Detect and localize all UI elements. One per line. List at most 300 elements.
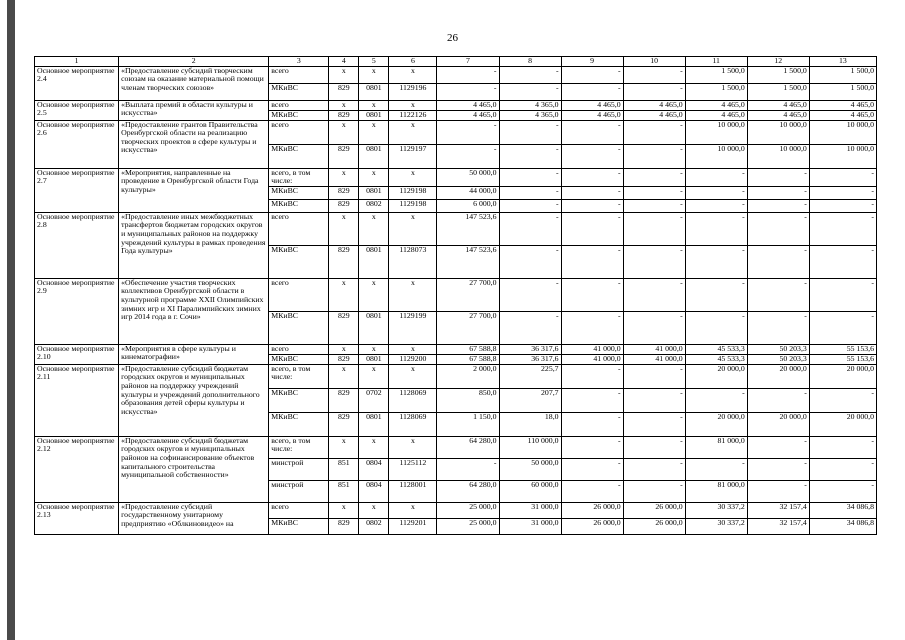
year-value-cell: - [623, 412, 685, 436]
header-cell: 8 [499, 57, 561, 67]
measure-label-cell: Основное мероприятие 2.5 [35, 100, 119, 120]
year-value-cell: - [623, 480, 685, 502]
year-value-cell: 55 153,6 [809, 354, 876, 364]
year-value-cell: 10 000,0 [685, 120, 747, 144]
funding-source-cell: МКиВС [269, 354, 329, 364]
year-value-cell: 30 337,2 [685, 502, 747, 518]
year-value-cell: 110 000,0 [499, 436, 561, 458]
year-value-cell: 55 153,6 [809, 344, 876, 354]
header-cell: 2 [119, 57, 269, 67]
grbs-code-cell: х [329, 436, 359, 458]
measure-title-cell: «Обеспечение участия творческих коллективов Оренбургской области в культурной программе XXII Олимпийских зимних игр и XI Паралимпийских зимних игр 2014 года в г. Сочи» [119, 278, 269, 344]
grbs-code-cell: х [329, 100, 359, 110]
year-value-cell: - [437, 66, 499, 83]
year-value-cell: 10 000,0 [685, 144, 747, 168]
year-value-cell: 20 000,0 [809, 364, 876, 388]
year-value-cell: 20 000,0 [685, 364, 747, 388]
measure-title-cell: «Предоставление иных межбюджетных трансфертов бюджетам городских округов и муниципальных районов на поддержку учреждений культуры в рамках проведения Года культуры» [119, 212, 269, 278]
measure-title-cell: «Предоставление субсидий бюджетам городских округов и муниципальных районов на софинансирование объектов капитального строительства муниципальной собственности» [119, 436, 269, 502]
funding-source-cell: всего [269, 502, 329, 518]
measure-label-cell: Основное мероприятие 2.7 [35, 168, 119, 212]
year-value-cell: 1 500,0 [747, 83, 809, 100]
year-value-cell: 225,7 [499, 364, 561, 388]
year-value-cell: 1 500,0 [685, 66, 747, 83]
section-code-cell: 0801 [359, 354, 389, 364]
year-value-cell: - [685, 199, 747, 212]
year-value-cell: - [561, 168, 623, 186]
section-code-cell: х [359, 436, 389, 458]
year-value-cell: 81 000,0 [685, 436, 747, 458]
year-value-cell: 4 465,0 [685, 110, 747, 120]
target-code-cell: х [389, 168, 437, 186]
grbs-code-cell: 829 [329, 412, 359, 436]
year-value-cell: - [747, 186, 809, 199]
year-value-cell: 44 000,0 [437, 186, 499, 199]
table-row [35, 364, 877, 388]
target-code-cell: 1129197 [389, 144, 437, 168]
funding-source-cell: всего, в том числе: [269, 364, 329, 388]
year-value-cell: 41 000,0 [561, 354, 623, 364]
year-value-cell: 36 317,6 [499, 344, 561, 354]
year-value-cell: - [623, 66, 685, 83]
year-value-cell: 10 000,0 [747, 120, 809, 144]
measure-title-cell: «Предоставление субсидий бюджетам городских округов и муниципальных районов на поддержку учреждений культуры и учреждений дополнительного образования детей сферы культуры и искусства» [119, 364, 269, 436]
section-code-cell: 0802 [359, 199, 389, 212]
measure-title-cell: «Выплата премий в области культуры и искусства» [119, 100, 269, 120]
measure-label-cell: Основное мероприятие 2.11 [35, 364, 119, 436]
header-cell: 4 [329, 57, 359, 67]
year-value-cell: - [685, 311, 747, 344]
funding-source-cell: МКиВС [269, 110, 329, 120]
target-code-cell: х [389, 364, 437, 388]
year-value-cell: 26 000,0 [561, 502, 623, 518]
year-value-cell: - [623, 144, 685, 168]
year-value-cell: 41 000,0 [623, 354, 685, 364]
year-value-cell: 1 500,0 [809, 66, 876, 83]
year-value-cell: - [561, 186, 623, 199]
year-value-cell: 30 337,2 [685, 518, 747, 534]
target-code-cell: 1129198 [389, 186, 437, 199]
funding-source-cell: МКиВС [269, 186, 329, 199]
year-value-cell: - [623, 311, 685, 344]
funding-source-cell: всего [269, 100, 329, 110]
year-value-cell: 31 000,0 [499, 502, 561, 518]
year-value-cell: 4 465,0 [623, 100, 685, 110]
target-code-cell: х [389, 278, 437, 311]
grbs-code-cell: 829 [329, 388, 359, 412]
year-value-cell: - [747, 212, 809, 245]
year-value-cell: - [561, 364, 623, 388]
target-code-cell: х [389, 100, 437, 110]
page-number: 26 [447, 32, 458, 44]
grbs-code-cell: х [329, 120, 359, 144]
target-code-cell: 1125112 [389, 458, 437, 480]
year-value-cell: - [561, 245, 623, 278]
target-code-cell: 1122126 [389, 110, 437, 120]
target-code-cell: 1129198 [389, 199, 437, 212]
funding-source-cell: всего [269, 278, 329, 311]
year-value-cell: - [499, 199, 561, 212]
grbs-code-cell: 829 [329, 354, 359, 364]
year-value-cell: - [561, 83, 623, 100]
section-code-cell: х [359, 364, 389, 388]
grbs-code-cell: 829 [329, 311, 359, 344]
year-value-cell: 147 523,6 [437, 245, 499, 278]
year-value-cell: 27 700,0 [437, 278, 499, 311]
year-value-cell: - [809, 186, 876, 199]
year-value-cell: - [561, 412, 623, 436]
year-value-cell: - [623, 364, 685, 388]
year-value-cell: 26 000,0 [561, 518, 623, 534]
section-code-cell: 0702 [359, 388, 389, 412]
year-value-cell: - [561, 388, 623, 412]
year-value-cell: - [623, 388, 685, 412]
year-value-cell: - [499, 168, 561, 186]
year-value-cell: 64 280,0 [437, 480, 499, 502]
header-cell: 9 [561, 57, 623, 67]
year-value-cell: 45 533,3 [685, 354, 747, 364]
year-value-cell: - [561, 458, 623, 480]
funding-source-cell: всего [269, 344, 329, 354]
target-code-cell: 1128073 [389, 245, 437, 278]
year-value-cell: - [809, 245, 876, 278]
funding-source-cell: МКиВС [269, 199, 329, 212]
measure-label-cell: Основное мероприятие 2.10 [35, 344, 119, 364]
scan-binding-edge [7, 0, 15, 640]
target-code-cell: 1129201 [389, 518, 437, 534]
year-value-cell: 45 533,3 [685, 344, 747, 354]
year-value-cell: 4 465,0 [747, 100, 809, 110]
header-cell: 7 [437, 57, 499, 67]
grbs-code-cell: х [329, 278, 359, 311]
measure-label-cell: Основное мероприятие 2.8 [35, 212, 119, 278]
year-value-cell: - [499, 120, 561, 144]
section-code-cell: 0801 [359, 245, 389, 278]
grbs-code-cell: 829 [329, 83, 359, 100]
year-value-cell: - [499, 66, 561, 83]
year-value-cell: 10 000,0 [809, 120, 876, 144]
funding-source-cell: всего [269, 120, 329, 144]
year-value-cell: - [623, 186, 685, 199]
year-value-cell: 4 465,0 [623, 110, 685, 120]
year-value-cell: 31 000,0 [499, 518, 561, 534]
year-value-cell: - [561, 278, 623, 311]
year-value-cell: 60 000,0 [499, 480, 561, 502]
grbs-code-cell: 851 [329, 480, 359, 502]
target-code-cell: 1129196 [389, 83, 437, 100]
year-value-cell: - [561, 120, 623, 144]
table-row [35, 66, 877, 83]
year-value-cell: 4 365,0 [499, 100, 561, 110]
year-value-cell: 34 086,8 [809, 502, 876, 518]
section-code-cell: х [359, 100, 389, 110]
budget-table [34, 56, 877, 535]
funding-source-cell: минстрой [269, 458, 329, 480]
year-value-cell: - [561, 311, 623, 344]
year-value-cell: 850,0 [437, 388, 499, 412]
funding-source-cell: всего [269, 66, 329, 83]
header-cell: 13 [809, 57, 876, 67]
section-code-cell: х [359, 168, 389, 186]
year-value-cell: - [561, 436, 623, 458]
year-value-cell: - [499, 212, 561, 245]
funding-source-cell: МКиВС [269, 412, 329, 436]
year-value-cell: - [499, 278, 561, 311]
year-value-cell: - [809, 212, 876, 245]
grbs-code-cell: х [329, 66, 359, 83]
year-value-cell: 4 465,0 [809, 110, 876, 120]
year-value-cell: 26 000,0 [623, 518, 685, 534]
year-value-cell: 20 000,0 [809, 412, 876, 436]
year-value-cell: 26 000,0 [623, 502, 685, 518]
year-value-cell: - [499, 245, 561, 278]
year-value-cell: - [561, 199, 623, 212]
funding-source-cell: МКиВС [269, 388, 329, 412]
year-value-cell: - [437, 458, 499, 480]
year-value-cell: 6 000,0 [437, 199, 499, 212]
target-code-cell: х [389, 212, 437, 245]
grbs-code-cell: 829 [329, 245, 359, 278]
year-value-cell: - [499, 144, 561, 168]
section-code-cell: х [359, 502, 389, 518]
funding-source-cell: МКиВС [269, 144, 329, 168]
table-row [35, 278, 877, 311]
year-value-cell: - [499, 83, 561, 100]
table-row [35, 344, 877, 354]
grbs-code-cell: х [329, 168, 359, 186]
year-value-cell: - [499, 186, 561, 199]
year-value-cell: - [809, 168, 876, 186]
header-cell: 1 [35, 57, 119, 67]
table-row [35, 436, 877, 458]
grbs-code-cell: 829 [329, 186, 359, 199]
year-value-cell: - [685, 278, 747, 311]
year-value-cell: - [747, 199, 809, 212]
header-cell: 11 [685, 57, 747, 67]
year-value-cell: 50 203,3 [747, 344, 809, 354]
year-value-cell: - [809, 480, 876, 502]
grbs-code-cell: 829 [329, 518, 359, 534]
year-value-cell: - [747, 480, 809, 502]
table-row [35, 168, 877, 186]
year-value-cell: - [747, 388, 809, 412]
measure-label-cell: Основное мероприятие 2.6 [35, 120, 119, 168]
year-value-cell: - [685, 458, 747, 480]
measure-title-cell: «Предоставление субсидий творческим союзам на оказание материальной помощи членам творческих союзов» [119, 66, 269, 100]
year-value-cell: - [561, 66, 623, 83]
section-code-cell: х [359, 278, 389, 311]
year-value-cell: - [561, 480, 623, 502]
funding-source-cell: всего, в том числе: [269, 168, 329, 186]
table-row [35, 212, 877, 245]
year-value-cell: 41 000,0 [561, 344, 623, 354]
header-cell: 10 [623, 57, 685, 67]
year-value-cell: 10 000,0 [747, 144, 809, 168]
year-value-cell: - [685, 388, 747, 412]
year-value-cell: - [623, 245, 685, 278]
section-code-cell: 0801 [359, 311, 389, 344]
year-value-cell: - [809, 458, 876, 480]
target-code-cell: 1129200 [389, 354, 437, 364]
year-value-cell: - [437, 83, 499, 100]
year-value-cell: 2 000,0 [437, 364, 499, 388]
funding-source-cell: МКиВС [269, 83, 329, 100]
measure-label-cell: Основное мероприятие 2.4 [35, 66, 119, 100]
year-value-cell: 4 465,0 [809, 100, 876, 110]
header-cell: 12 [747, 57, 809, 67]
year-value-cell: 36 317,6 [499, 354, 561, 364]
year-value-cell: 4 465,0 [437, 110, 499, 120]
year-value-cell: 10 000,0 [809, 144, 876, 168]
year-value-cell: 41 000,0 [623, 344, 685, 354]
section-code-cell: х [359, 120, 389, 144]
year-value-cell: 50 000,0 [499, 458, 561, 480]
grbs-code-cell: х [329, 344, 359, 354]
funding-source-cell: всего [269, 212, 329, 245]
year-value-cell: - [685, 212, 747, 245]
year-value-cell: 4 465,0 [437, 100, 499, 110]
year-value-cell: 18,0 [499, 412, 561, 436]
year-value-cell: - [747, 245, 809, 278]
funding-source-cell: МКиВС [269, 518, 329, 534]
year-value-cell: - [623, 278, 685, 311]
year-value-cell: - [747, 458, 809, 480]
target-code-cell: 1129199 [389, 311, 437, 344]
measure-label-cell: Основное мероприятие 2.12 [35, 436, 119, 502]
year-value-cell: 50 000,0 [437, 168, 499, 186]
year-value-cell: - [437, 144, 499, 168]
measure-label-cell: Основное мероприятие 2.9 [35, 278, 119, 344]
year-value-cell: 67 588,8 [437, 354, 499, 364]
year-value-cell: - [561, 212, 623, 245]
table-row [35, 100, 877, 110]
year-value-cell: - [623, 436, 685, 458]
target-code-cell: х [389, 66, 437, 83]
year-value-cell: - [809, 311, 876, 344]
year-value-cell: - [747, 311, 809, 344]
year-value-cell: - [623, 212, 685, 245]
grbs-code-cell: х [329, 502, 359, 518]
grbs-code-cell: х [329, 364, 359, 388]
grbs-code-cell: 829 [329, 110, 359, 120]
target-code-cell: х [389, 120, 437, 144]
year-value-cell: - [809, 199, 876, 212]
year-value-cell: 67 588,8 [437, 344, 499, 354]
year-value-cell: - [809, 436, 876, 458]
grbs-code-cell: х [329, 212, 359, 245]
year-value-cell: 20 000,0 [747, 364, 809, 388]
year-value-cell: 4 465,0 [561, 110, 623, 120]
target-code-cell: х [389, 344, 437, 354]
header-cell: 6 [389, 57, 437, 67]
measure-title-cell: «Предоставление грантов Правительства Оренбургской области на реализацию творческих проектов в сфере культуры и искусства» [119, 120, 269, 168]
section-code-cell: 0804 [359, 480, 389, 502]
target-code-cell: х [389, 502, 437, 518]
year-value-cell: 20 000,0 [747, 412, 809, 436]
year-value-cell: - [747, 436, 809, 458]
target-code-cell: 1128069 [389, 412, 437, 436]
year-value-cell: - [747, 278, 809, 311]
grbs-code-cell: 829 [329, 144, 359, 168]
year-value-cell: - [623, 199, 685, 212]
year-value-cell: 25 000,0 [437, 518, 499, 534]
section-code-cell: 0804 [359, 458, 389, 480]
year-value-cell: 4 465,0 [685, 100, 747, 110]
year-value-cell: 50 203,3 [747, 354, 809, 364]
year-value-cell: 81 000,0 [685, 480, 747, 502]
grbs-code-cell: 829 [329, 199, 359, 212]
year-value-cell: - [809, 278, 876, 311]
year-value-cell: - [623, 458, 685, 480]
section-code-cell: х [359, 344, 389, 354]
year-value-cell: 1 500,0 [809, 83, 876, 100]
measure-title-cell: «Мероприятия, направленные на проведение в Оренбургской области Года культуры» [119, 168, 269, 212]
year-value-cell: - [623, 168, 685, 186]
year-value-cell: - [685, 186, 747, 199]
year-value-cell: 4 365,0 [499, 110, 561, 120]
target-code-cell: х [389, 436, 437, 458]
year-value-cell: 4 465,0 [561, 100, 623, 110]
year-value-cell: 1 500,0 [685, 83, 747, 100]
funding-source-cell: МКиВС [269, 245, 329, 278]
header-row [35, 57, 877, 67]
measure-label-cell: Основное мероприятие 2.13 [35, 502, 119, 534]
header-cell: 3 [269, 57, 329, 67]
section-code-cell: х [359, 212, 389, 245]
year-value-cell: 1 500,0 [747, 66, 809, 83]
year-value-cell: 25 000,0 [437, 502, 499, 518]
section-code-cell: 0801 [359, 412, 389, 436]
funding-source-cell: всего, в том числе: [269, 436, 329, 458]
year-value-cell: 32 157,4 [747, 502, 809, 518]
year-value-cell: - [623, 83, 685, 100]
grbs-code-cell: 851 [329, 458, 359, 480]
year-value-cell: 4 465,0 [747, 110, 809, 120]
year-value-cell: - [685, 168, 747, 186]
table-row [35, 502, 877, 518]
section-code-cell: 0802 [359, 518, 389, 534]
year-value-cell: 147 523,6 [437, 212, 499, 245]
year-value-cell: - [809, 388, 876, 412]
year-value-cell: 27 700,0 [437, 311, 499, 344]
year-value-cell: - [685, 245, 747, 278]
funding-source-cell: минстрой [269, 480, 329, 502]
section-code-cell: 0801 [359, 186, 389, 199]
section-code-cell: 0801 [359, 110, 389, 120]
year-value-cell: 207,7 [499, 388, 561, 412]
year-value-cell: 34 086,8 [809, 518, 876, 534]
year-value-cell: - [561, 144, 623, 168]
year-value-cell: 20 000,0 [685, 412, 747, 436]
header-cell: 5 [359, 57, 389, 67]
section-code-cell: 0801 [359, 144, 389, 168]
section-code-cell: х [359, 66, 389, 83]
target-code-cell: 1128001 [389, 480, 437, 502]
year-value-cell: - [747, 168, 809, 186]
year-value-cell: 64 280,0 [437, 436, 499, 458]
measure-title-cell: «Мероприятия в сфере культуры и кинематографии» [119, 344, 269, 364]
year-value-cell: - [437, 120, 499, 144]
year-value-cell: - [623, 120, 685, 144]
measure-title-cell: «Предоставление субсидий государственному унитарному предприятию «Облкиновидео» на [119, 502, 269, 534]
year-value-cell: 32 157,4 [747, 518, 809, 534]
target-code-cell: 1128069 [389, 388, 437, 412]
year-value-cell: - [499, 311, 561, 344]
funding-source-cell: МКиВС [269, 311, 329, 344]
table-row [35, 120, 877, 144]
year-value-cell: 1 150,0 [437, 412, 499, 436]
section-code-cell: 0801 [359, 83, 389, 100]
